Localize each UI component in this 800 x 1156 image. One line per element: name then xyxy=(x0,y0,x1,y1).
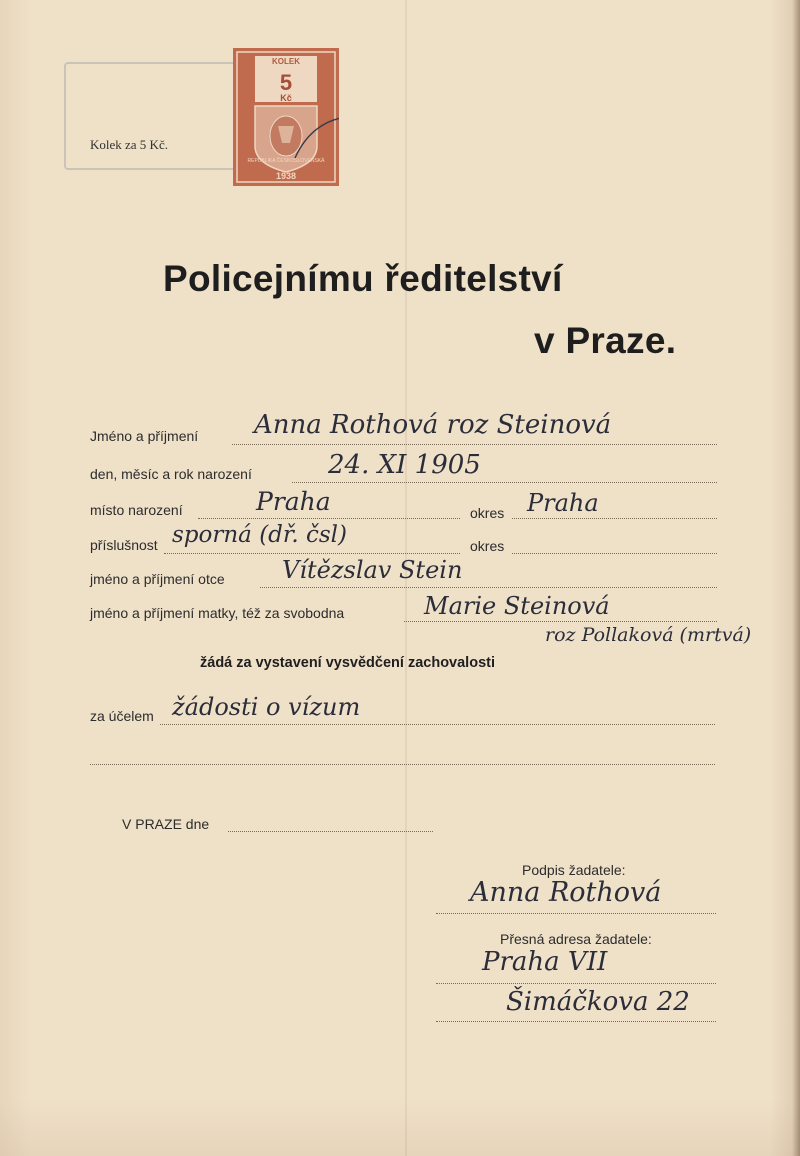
date-line[interactable] xyxy=(228,831,433,832)
address-line-2 xyxy=(436,1021,716,1022)
purpose-label: za účelem xyxy=(90,708,154,724)
citizenship-value[interactable]: sporná (dř. čsl) xyxy=(172,522,348,548)
district-value[interactable]: Praha xyxy=(527,489,599,517)
father-label: jméno a příjmení otce xyxy=(90,571,225,587)
birthplace-value[interactable]: Praha xyxy=(256,487,331,516)
place-date-label: V PRAZE dne xyxy=(122,816,210,832)
address-value-line2[interactable]: Šimáčkova 22 xyxy=(506,987,690,1017)
stamp-year-text: 1938 xyxy=(275,171,297,181)
document-title-line2: v Praze. xyxy=(534,320,677,361)
document-title-line1: Policejnímu ředitelství xyxy=(163,258,563,299)
stamp-country-text: REPUBLIKA ČESKOSLOVENSKÁ xyxy=(247,158,325,164)
name-label: Jméno a příjmení xyxy=(90,428,199,444)
mother-value[interactable]: Marie Steinová xyxy=(424,592,610,620)
stamp-currency-text: Kč xyxy=(280,93,292,103)
mother-label: jméno a příjmení matky, též za svobodna xyxy=(90,605,345,621)
father-value[interactable]: Vítězslav Stein xyxy=(282,556,463,584)
name-line xyxy=(232,444,717,445)
request-statement: žádá za vystavení vysvědčení zachovalosti xyxy=(200,655,495,671)
purpose-value[interactable]: žádosti o vízum xyxy=(172,693,361,721)
name-value[interactable]: Anna Rothová roz Steinová xyxy=(254,410,612,440)
birthdate-line xyxy=(292,482,717,483)
district2-label: okres xyxy=(470,538,505,554)
birthplace-label: místo narození xyxy=(90,502,183,518)
district-label: okres xyxy=(470,505,505,521)
district2-line xyxy=(512,553,717,554)
stamp-value-text: 5 xyxy=(279,70,293,95)
purpose-line xyxy=(160,724,715,725)
signature-value[interactable]: Anna Rothová xyxy=(470,877,662,908)
address-value-line1[interactable]: Praha VII xyxy=(482,947,608,977)
revenue-stamp xyxy=(233,48,339,186)
purpose-line-2 xyxy=(90,764,715,765)
district-line xyxy=(512,518,717,519)
address-line-1 xyxy=(436,983,716,984)
mother-value-continued[interactable]: roz Pollaková (mrtvá) xyxy=(545,624,752,646)
stamp-caption: Kolek za 5 Kč. xyxy=(90,137,168,152)
citizenship-label: příslušnost xyxy=(90,537,158,553)
citizenship-line xyxy=(164,553,460,554)
mother-line xyxy=(404,621,717,622)
birthdate-value[interactable]: 24. XI 1905 xyxy=(328,450,481,480)
signature-line xyxy=(436,913,716,914)
signature-label: Podpis žadatele: xyxy=(522,862,626,878)
birthdate-label: den, měsíc a rok narození xyxy=(90,466,252,482)
address-label: Přesná adresa žadatele: xyxy=(500,931,652,947)
stamp-header-text: KOLEK xyxy=(272,57,300,66)
father-line xyxy=(260,587,717,588)
faded-rubber-stamp xyxy=(64,62,238,170)
page-edge-shadow xyxy=(792,0,800,1156)
birthplace-line xyxy=(198,518,460,519)
